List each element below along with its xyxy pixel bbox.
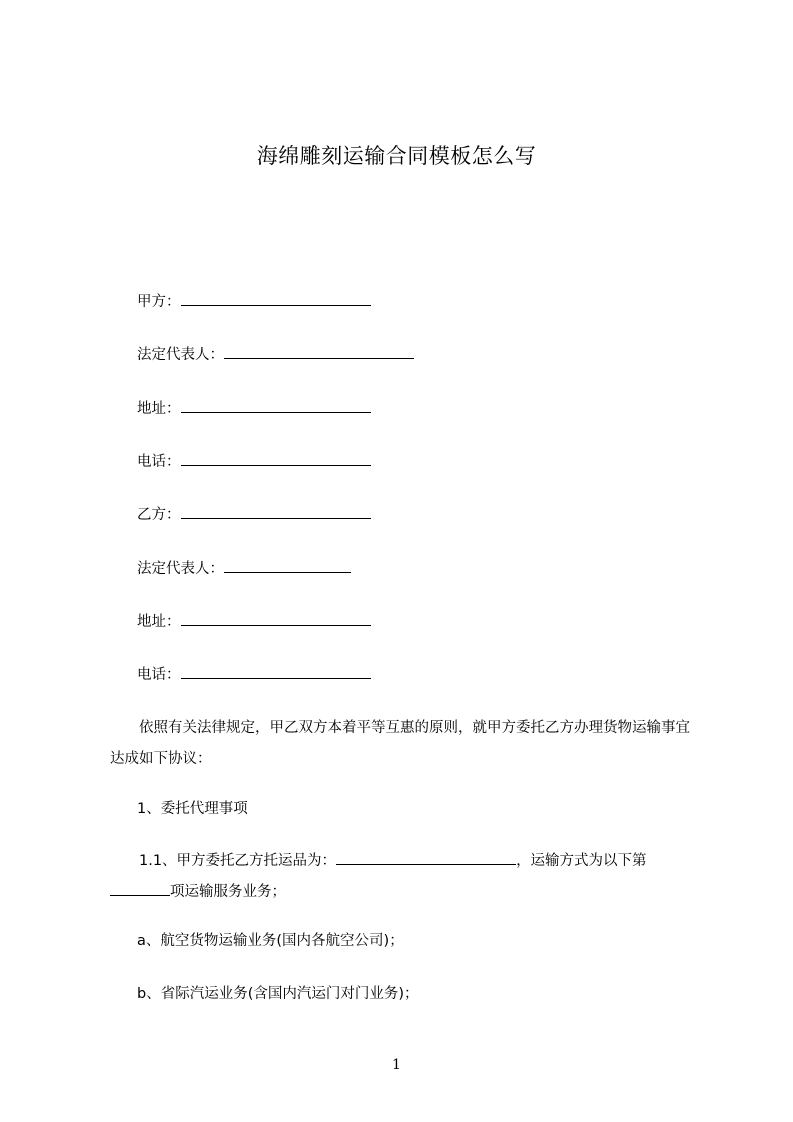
party-b-address-label: 地址：: [137, 614, 181, 630]
party-a-phone-line: [137, 451, 371, 472]
party-a-address-blank: [181, 398, 371, 413]
clause-1-1: [110, 846, 703, 908]
party-b-representative-line: [137, 558, 351, 579]
item-b: b、省际汽运业务(含国内汽运门对门业务)；: [137, 986, 419, 1002]
cargo-blank: [336, 850, 516, 865]
party-a-label: 甲方：: [137, 294, 181, 310]
clause-1-1-end: 项运输服务业务；: [170, 884, 286, 900]
service-number-blank: [110, 881, 170, 896]
party-b-phone-blank: [181, 664, 371, 679]
intro-paragraph: [110, 713, 703, 775]
clause-1-1-mid: ，运输方式为以下第: [516, 853, 647, 869]
item-a: a、航空货物运输业务(国内各航空公司)；: [137, 933, 404, 949]
party-a-representative-label: 法定代表人：: [137, 347, 224, 363]
party-b-label: 乙方：: [137, 507, 181, 523]
party-a-address-label: 地址：: [137, 401, 181, 417]
party-b-address-line: [137, 611, 371, 632]
party-a-phone-blank: [181, 451, 371, 466]
party-b-representative-blank: [224, 558, 351, 573]
intro-text: 依照有关法律规定，甲乙双方本着平等互惠的原则，就甲方委托乙方办理货物运输事宜达成如下协议：: [110, 720, 690, 767]
party-a-address-line: [137, 398, 371, 419]
page-number: 1: [392, 1057, 401, 1073]
section-1-heading: 1、委托代理事项: [137, 801, 248, 817]
document-title: 海绵雕刻运输合同模板怎么写: [256, 144, 537, 168]
party-b-representative-label: 法定代表人：: [137, 561, 224, 577]
party-b-blank: [181, 504, 371, 519]
party-b-phone-line: [137, 664, 371, 685]
party-b-phone-label: 电话：: [137, 667, 181, 683]
party-a-line: [137, 291, 371, 312]
party-b-address-blank: [181, 611, 371, 626]
party-a-representative-blank: [224, 344, 414, 359]
party-a-phone-label: 电话：: [137, 454, 181, 470]
party-a-representative-line: [137, 344, 414, 365]
party-b-line: [137, 504, 371, 525]
clause-1-1-start: 1.1、甲方委托乙方托运品为：: [139, 853, 337, 869]
party-a-blank: [181, 291, 371, 306]
